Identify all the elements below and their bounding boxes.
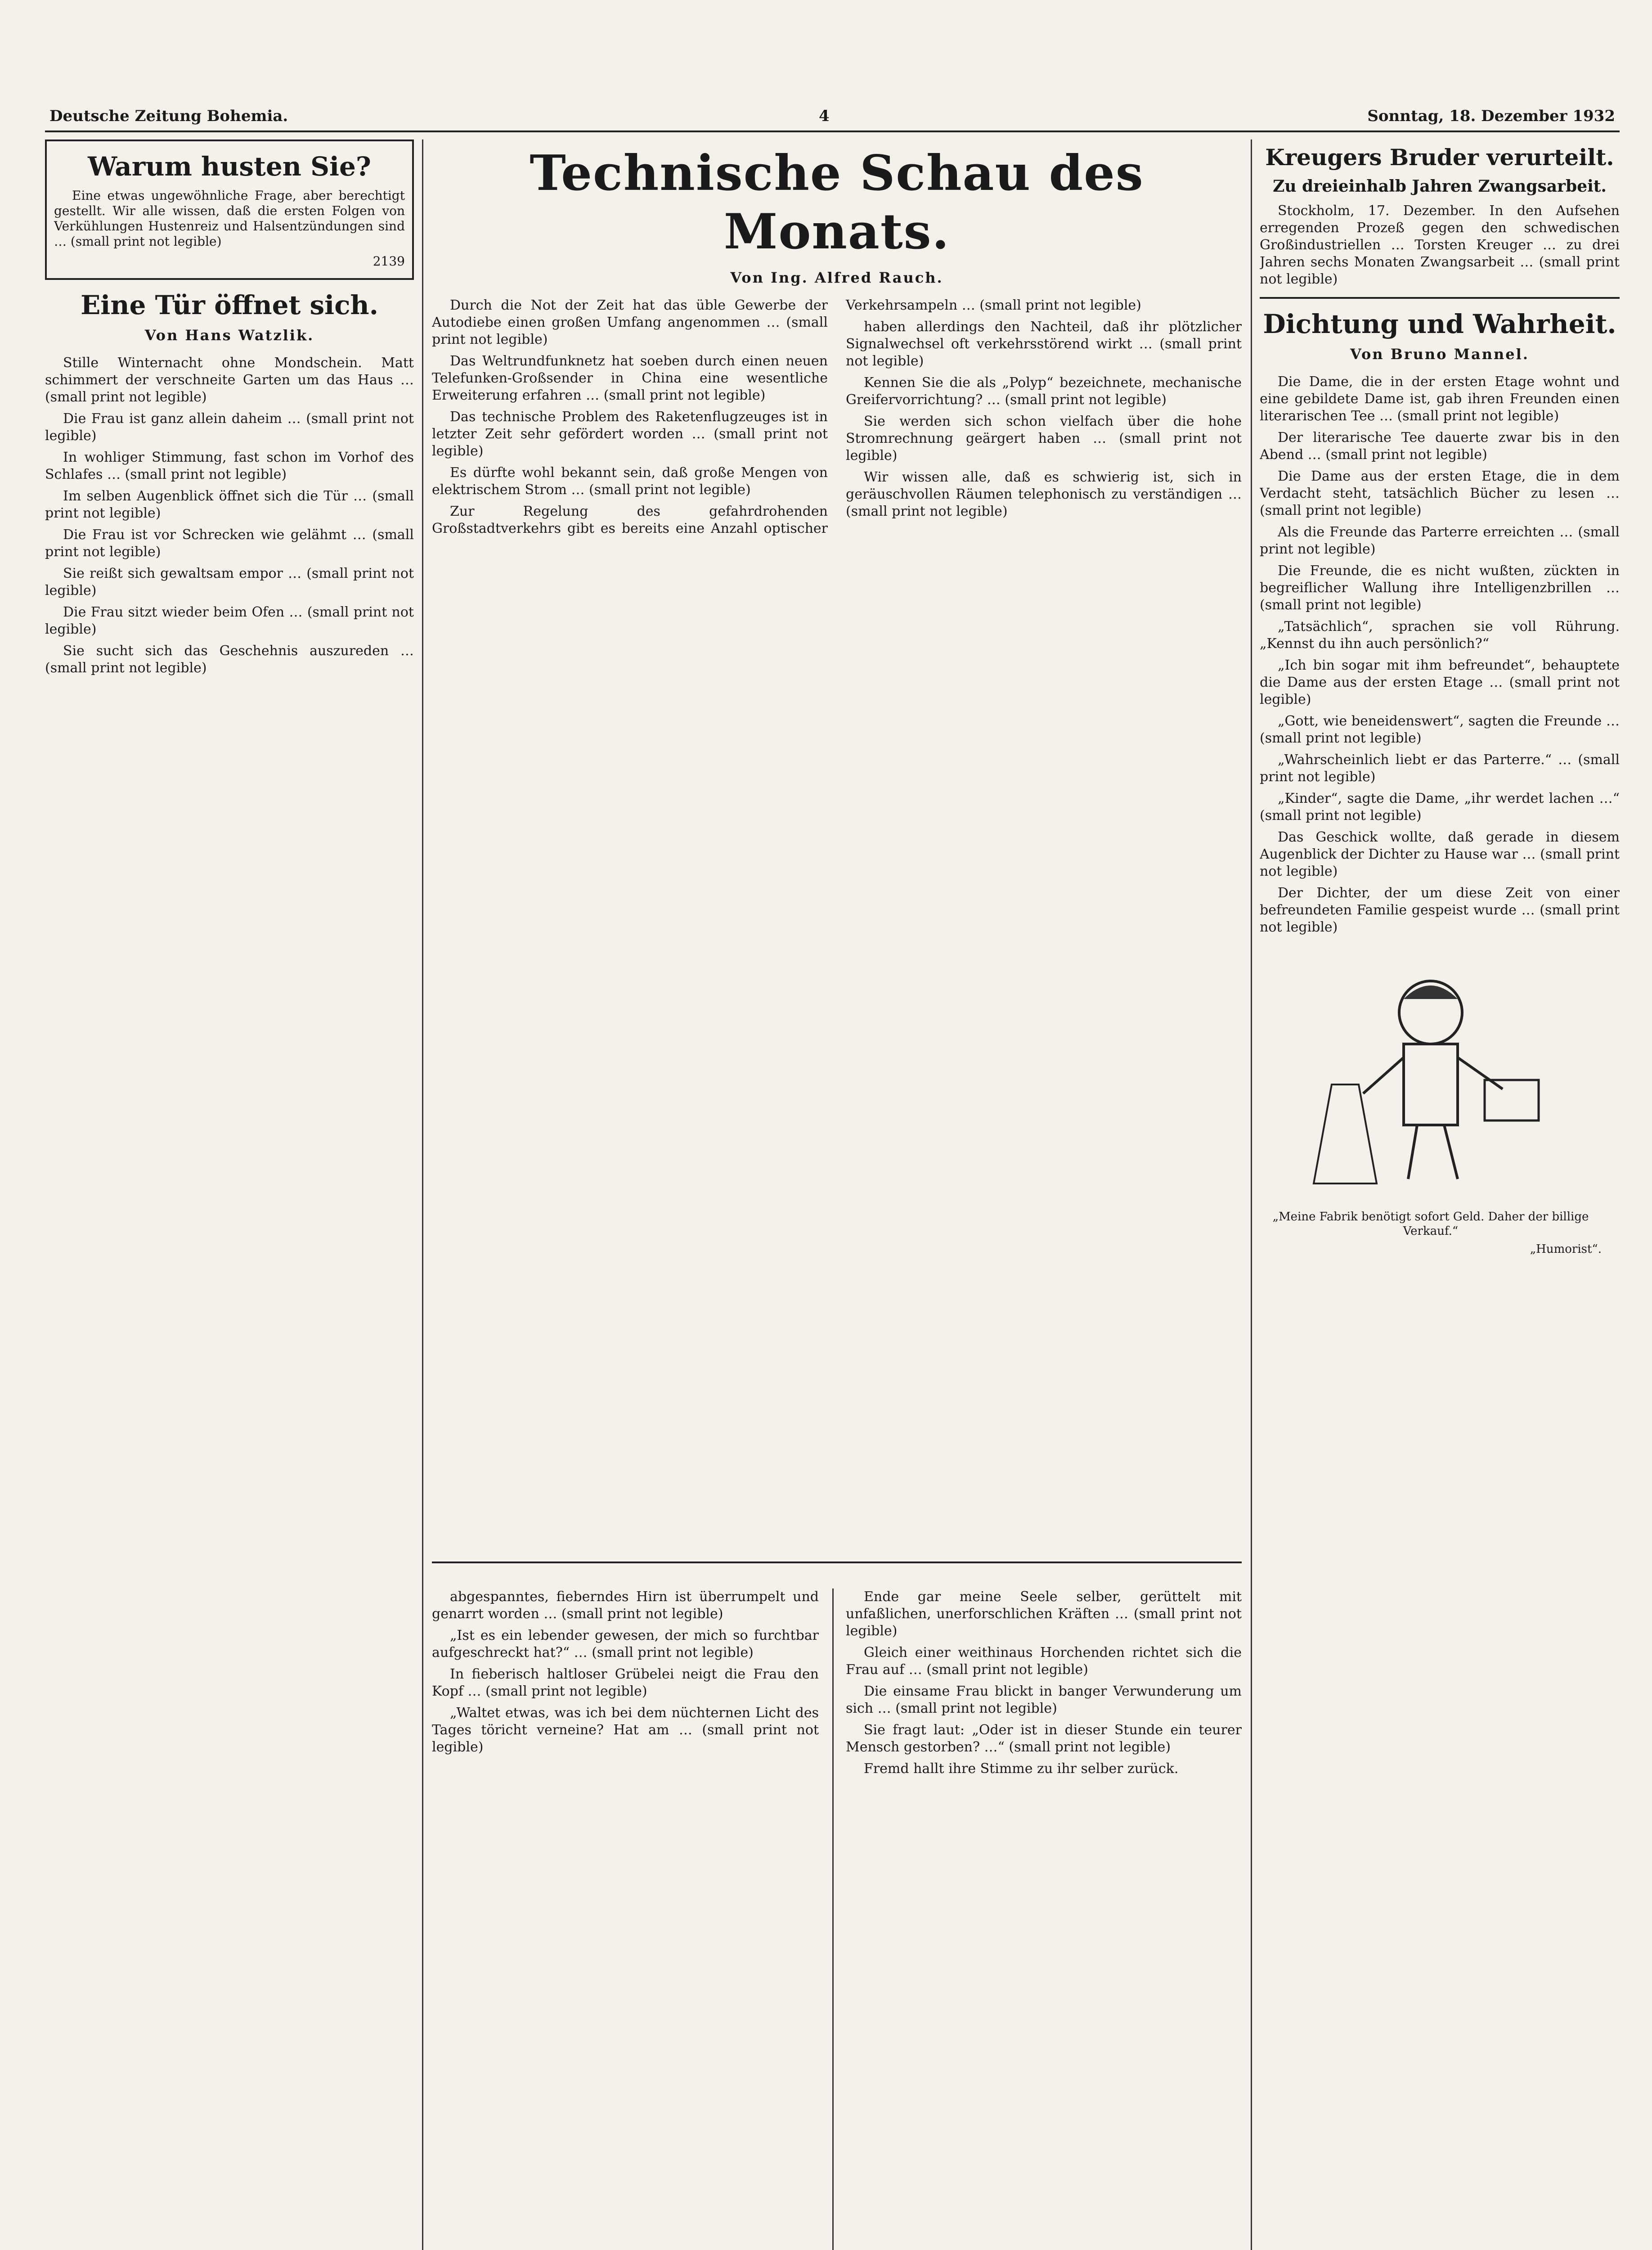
paragraph: Gleich einer weithinaus Horchenden richtet sich die Frau auf … (small print not legible)	[846, 1645, 1242, 1678]
story-continuation-right	[846, 1588, 1242, 2250]
ad-text: Eine etwas ungewöhnliche Frage, aber berechtigt gestellt. Wir alle wissen, daß die ersten Folgen von Verkühlungen Hustenreiz und Halsentzündungen sind … (small print not legible)	[54, 188, 405, 249]
paragraph: Stille Winternacht ohne Mondschein. Matt schimmert der verschneite Garten um das Haus … (small print not legible)	[45, 355, 414, 405]
story-byline: Von Hans Watzlik.	[144, 327, 314, 344]
paragraph: Sie werden sich schon vielfach über die hohe Stromrechnung geärgert haben … (small print not legible)	[846, 414, 1242, 464]
cartoon-drawing	[1260, 950, 1602, 1202]
paragraph: In fieberisch haltloser Grübelei neigt die Frau den Kopf … (small print not legible)	[432, 1666, 819, 1699]
ad-footer: 2139	[373, 254, 405, 269]
story-byline: Von Bruno Mannel.	[1350, 346, 1529, 363]
cartoon-caption: „Meine Fabrik benötigt sofort Geld. Daher der billige Verkauf.“	[1272, 1210, 1589, 1238]
paragraph: Der Dichter, der um diese Zeit von einer befreundeten Familie gespeist wurde … (small print not legible)	[1260, 885, 1620, 935]
paragraph: haben allerdings den Nachteil, daß ihr plötzlicher Signalwechsel oft verkehrsstörend wirkt … (small print not legible)	[846, 319, 1242, 369]
running-header	[45, 104, 1620, 132]
story-title: Eine Tür öffnet sich.	[81, 290, 378, 320]
column-right	[1260, 140, 1620, 2250]
paragraph: Ende gar meine Seele selber, gerüttelt mit unfaßlichen, unerforschlichen Kräften … (small print not legible)	[846, 1589, 1242, 1639]
paragraph: Zur Regelung des gefahrdrohenden Großstadtverkehrs gibt es bereits eine Anzahl optischer Verkehrsampeln … (small print not legible)	[432, 297, 1141, 536]
paragraph: „Gott, wie beneidenswert“, sagten die Freunde … (small print not legible)	[1260, 713, 1620, 746]
paper-name: Deutsche Zeitung Bohemia.	[49, 107, 288, 125]
section-divider	[432, 1562, 1242, 1563]
newspaper-page	[45, 104, 1620, 2250]
paragraph: Sie sucht sich das Geschehnis auszureden … (small print not legible)	[45, 643, 414, 676]
paragraph: Der literarische Tee dauerte zwar bis in den Abend … (small print not legible)	[1260, 430, 1620, 463]
news-subtitle: Zu dreieinhalb Jahren Zwangsarbeit.	[1273, 177, 1607, 196]
paragraph: „Waltet etwas, was ich bei dem nüchternen Licht des Tages töricht verneine? Hat am … (small print not legible)	[432, 1705, 819, 1755]
advertisement-box	[45, 140, 414, 280]
page-number: 4	[819, 107, 830, 125]
paragraph: „Ist es ein lebender gewesen, der mich so furchtbar aufgeschreckt hat?“ … (small print not legible)	[432, 1628, 819, 1660]
column-rule	[1251, 140, 1252, 2250]
paragraph: Das Weltrundfunknetz hat soeben durch einen neuen Telefunken-Großsender in China eine wesentliche Erweiterung erfahren … (small print not legible)	[432, 353, 828, 403]
paragraph: Die Dame aus der ersten Etage, die in dem Verdacht steht, tatsächlich Bücher zu lesen … (small print not legible)	[1260, 468, 1620, 518]
story-body	[1260, 374, 1620, 936]
paragraph: „Kinder“, sagte die Dame, „ihr werdet lachen …“ (small print not legible)	[1260, 791, 1620, 824]
story-continuation-left	[432, 1588, 819, 2250]
paragraph: Es dürfte wohl bekannt sein, daß große Mengen von elektrischem Strom … (small print not legible)	[432, 465, 828, 498]
paragraph: Die Frau sitzt wieder beim Ofen … (small print not legible)	[45, 604, 414, 637]
news-title: Kreugers Bruder verurteilt.	[1265, 144, 1614, 171]
cartoon-signature: „Humorist“.	[1530, 1242, 1602, 1256]
ad-title: Warum husten Sie?	[88, 151, 371, 182]
paragraph: Das technische Problem des Raketenflugzeuges ist in letzter Zeit sehr gefördert worden … (small print not legible)	[432, 409, 828, 459]
story-title: Dichtung und Wahrheit.	[1263, 309, 1616, 339]
paragraph: In wohliger Stimmung, fast schon im Vorhof des Schlafes … (small print not legible)	[45, 450, 414, 482]
column-rule	[422, 140, 423, 2250]
cartoon-illustration	[1260, 950, 1602, 1256]
paragraph: „Tatsächlich“, sprachen sie voll Rührung. „Kennst du ihn auch persönlich?“	[1260, 619, 1620, 652]
feature-body	[432, 297, 1242, 537]
paragraph: Fremd hallt ihre Stimme zu ihr selber zurück.	[864, 1761, 1179, 1777]
column-rule	[832, 1588, 834, 2250]
paragraph: Sie reißt sich gewaltsam empor … (small print not legible)	[45, 566, 414, 598]
paragraph: Das Geschick wollte, daß gerade in diesem Augenblick der Dichter zu Hause war … (small print not legible)	[1260, 829, 1620, 879]
paragraph: „Ich bin sogar mit ihm befreundet“, behauptete die Dame aus der ersten Etage … (small print not legible)	[1260, 657, 1620, 707]
paragraph: Die Frau ist ganz allein daheim … (small print not legible)	[45, 411, 414, 444]
paragraph: Durch die Not der Zeit hat das üble Gewerbe der Autodiebe einen großen Umfang angenommen … (small print not legible)	[432, 297, 828, 347]
paragraph: Wir wissen alle, daß es schwierig ist, sich in geräuschvollen Räumen telephonisch zu verständigen … (small print not legible)	[846, 469, 1242, 519]
news-text: Stockholm, 17. Dezember. In den Aufsehen erregenden Prozeß gegen den schwedischen Großindustriellen … Torsten Kreuger … zu drei Jahren sechs Monaten Zwangsarbeit … (small print not legible)	[1260, 203, 1620, 287]
paragraph: Die Dame, die in der ersten Etage wohnt und eine gebildete Dame ist, gab ihren Freunden einen literarischen Tee … (small print not legible)	[1260, 374, 1620, 424]
story-body	[45, 355, 414, 677]
paragraph: abgespanntes, fieberndes Hirn ist überrumpelt und genarrt worden … (small print not legible)	[432, 1589, 819, 1622]
section-divider	[1260, 297, 1620, 299]
issue-date: Sonntag, 18. Dezember 1932	[1367, 107, 1615, 125]
paragraph: „Wahrscheinlich liebt er das Parterre.“ … (small print not legible)	[1260, 752, 1620, 785]
column-left	[45, 140, 414, 2250]
paragraph: Als die Freunde das Parterre erreichten … (small print not legible)	[1260, 524, 1620, 557]
paragraph: Die Freunde, die es nicht wußten, zückten in begreiflicher Wallung ihre Intelligenzbrillen … (small print not legible)	[1260, 563, 1620, 613]
paragraph: Die Frau ist vor Schrecken wie gelähmt … (small print not legible)	[45, 527, 414, 560]
feature-title: Technische Schau des Monats.	[530, 145, 1144, 260]
feature-byline: Von Ing. Alfred Rauch.	[730, 269, 943, 286]
paragraph: Sie fragt laut: „Oder ist in dieser Stunde ein teurer Mensch gestorben? …“ (small print not legible)	[846, 1722, 1242, 1755]
paragraph: Kennen Sie die als „Polyp“ bezeichnete, mechanische Greifervorrichtung? … (small print not legible)	[846, 375, 1242, 408]
feature-article	[432, 140, 1242, 1544]
paragraph: Die einsame Frau blickt in banger Verwunderung um sich … (small print not legible)	[846, 1683, 1242, 1716]
paragraph: Im selben Augenblick öffnet sich die Tür … (small print not legible)	[45, 488, 414, 521]
